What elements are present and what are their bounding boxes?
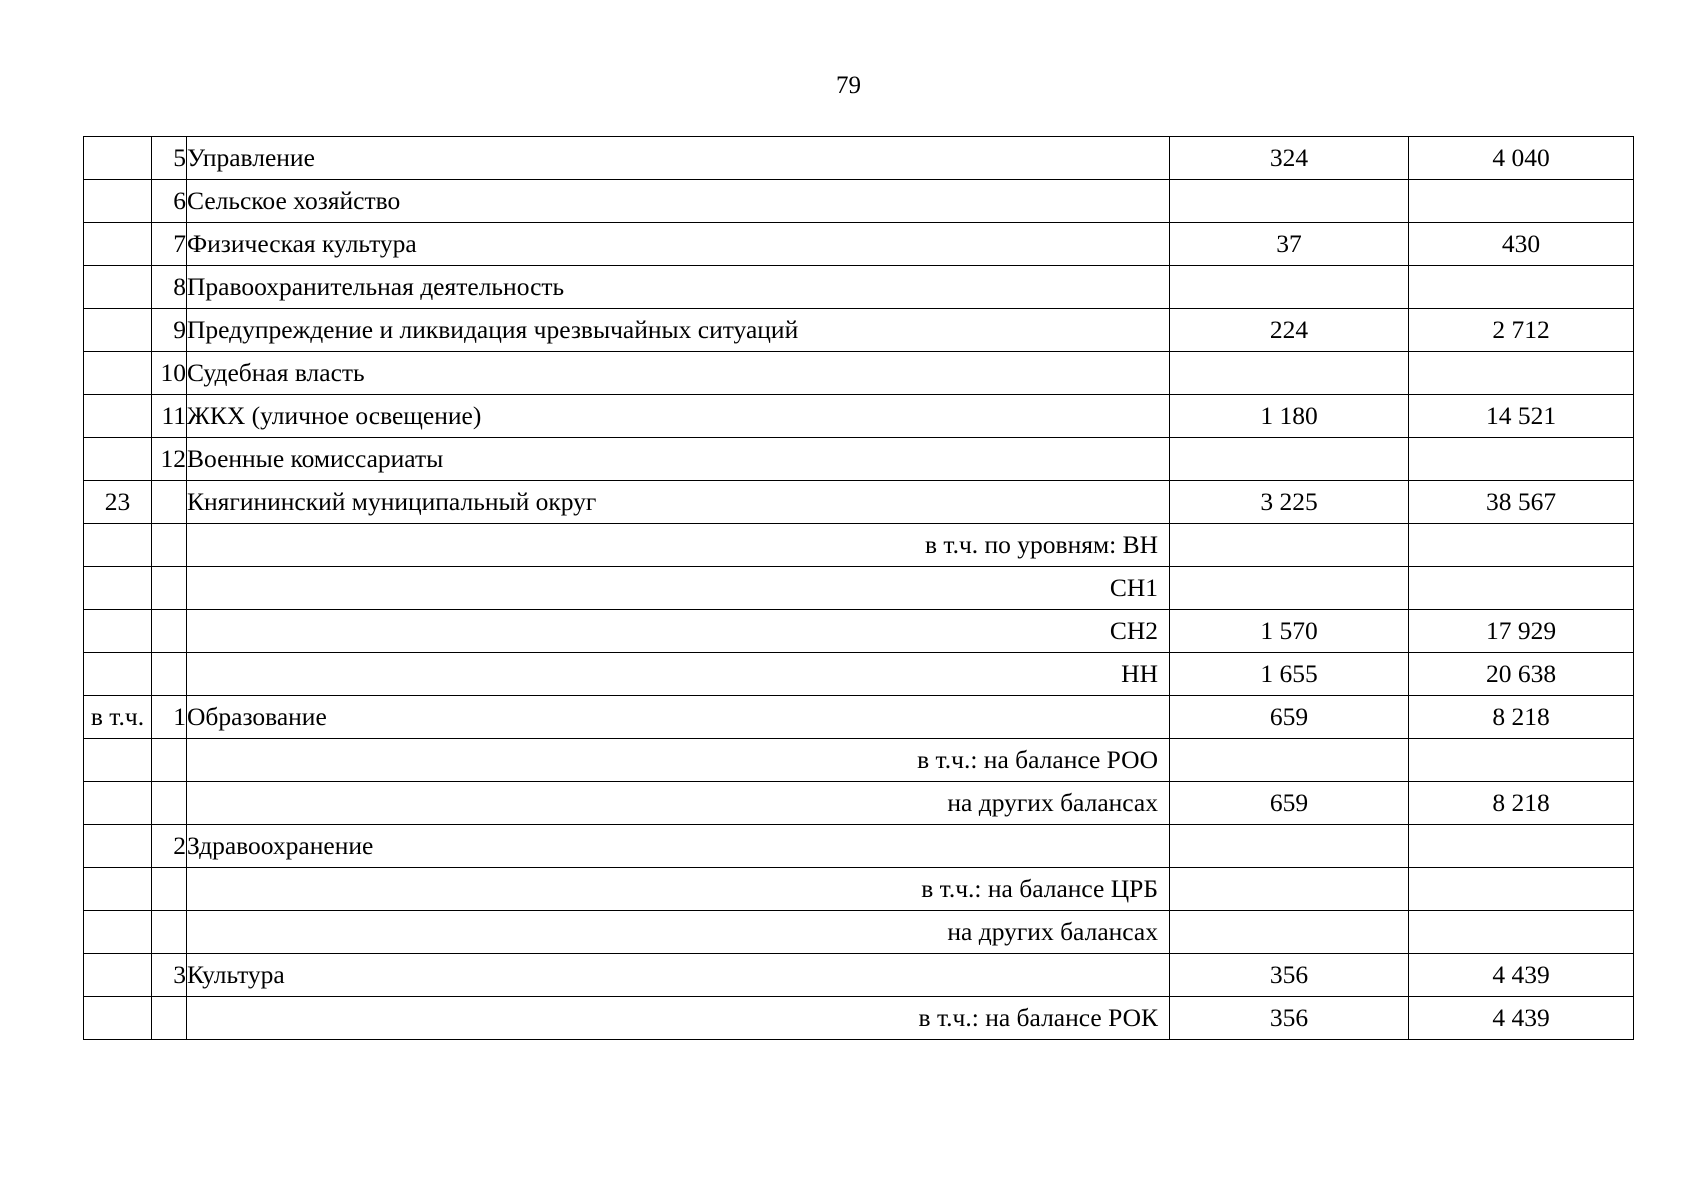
value-cell-2 bbox=[1409, 438, 1634, 481]
name-cell: в т.ч. по уровням: ВН bbox=[187, 524, 1170, 567]
group-cell bbox=[84, 266, 152, 309]
group-cell bbox=[84, 137, 152, 180]
value-cell-1: 3 225 bbox=[1170, 481, 1409, 524]
value-cell-1 bbox=[1170, 266, 1409, 309]
table-row bbox=[84, 954, 1634, 997]
index-cell: 5 bbox=[152, 137, 187, 180]
index-cell bbox=[152, 481, 187, 524]
name-cell: Правоохранительная деятельность bbox=[187, 266, 1170, 309]
name-cell: в т.ч.: на балансе ЦРБ bbox=[187, 868, 1170, 911]
table-row bbox=[84, 696, 1634, 739]
table-row bbox=[84, 352, 1634, 395]
value-cell-2: 20 638 bbox=[1409, 653, 1634, 696]
value-cell-1: 659 bbox=[1170, 782, 1409, 825]
value-cell-1 bbox=[1170, 911, 1409, 954]
name-cell: Княгининский муниципальный округ bbox=[187, 481, 1170, 524]
value-cell-1 bbox=[1170, 524, 1409, 567]
group-cell bbox=[84, 868, 152, 911]
value-cell-2: 4 439 bbox=[1409, 997, 1634, 1040]
index-cell bbox=[152, 524, 187, 567]
group-cell bbox=[84, 352, 152, 395]
value-cell-2: 14 521 bbox=[1409, 395, 1634, 438]
value-cell-1: 356 bbox=[1170, 954, 1409, 997]
group-cell bbox=[84, 223, 152, 266]
index-cell: 7 bbox=[152, 223, 187, 266]
group-cell bbox=[84, 610, 152, 653]
group-cell bbox=[84, 567, 152, 610]
table-row bbox=[84, 395, 1634, 438]
group-cell bbox=[84, 782, 152, 825]
value-cell-1: 37 bbox=[1170, 223, 1409, 266]
table-row bbox=[84, 610, 1634, 653]
value-cell-2 bbox=[1409, 524, 1634, 567]
table-row bbox=[84, 825, 1634, 868]
group-cell bbox=[84, 180, 152, 223]
group-cell bbox=[84, 395, 152, 438]
name-cell: Сельское хозяйство bbox=[187, 180, 1170, 223]
value-cell-2: 430 bbox=[1409, 223, 1634, 266]
group-cell bbox=[84, 438, 152, 481]
name-cell: Физическая культура bbox=[187, 223, 1170, 266]
value-cell-2: 8 218 bbox=[1409, 782, 1634, 825]
index-cell: 10 bbox=[152, 352, 187, 395]
table-body bbox=[84, 137, 1634, 1040]
index-cell: 6 bbox=[152, 180, 187, 223]
name-cell: Здравоохранение bbox=[187, 825, 1170, 868]
index-cell bbox=[152, 739, 187, 782]
value-cell-1 bbox=[1170, 352, 1409, 395]
group-cell bbox=[84, 309, 152, 352]
name-cell: Управление bbox=[187, 137, 1170, 180]
index-cell: 2 bbox=[152, 825, 187, 868]
index-cell: 11 bbox=[152, 395, 187, 438]
value-cell-2: 38 567 bbox=[1409, 481, 1634, 524]
index-cell bbox=[152, 653, 187, 696]
table-row bbox=[84, 911, 1634, 954]
page-number: 79 bbox=[836, 72, 861, 99]
index-cell bbox=[152, 911, 187, 954]
value-cell-2: 4 040 bbox=[1409, 137, 1634, 180]
name-cell: Военные комиссариаты bbox=[187, 438, 1170, 481]
value-cell-2 bbox=[1409, 352, 1634, 395]
name-cell: СН1 bbox=[187, 567, 1170, 610]
value-cell-2: 2 712 bbox=[1409, 309, 1634, 352]
value-cell-2: 4 439 bbox=[1409, 954, 1634, 997]
value-cell-1: 1 180 bbox=[1170, 395, 1409, 438]
table-row bbox=[84, 438, 1634, 481]
table-row bbox=[84, 180, 1634, 223]
value-cell-1: 356 bbox=[1170, 997, 1409, 1040]
value-cell-1 bbox=[1170, 567, 1409, 610]
value-cell-1: 659 bbox=[1170, 696, 1409, 739]
table-row bbox=[84, 567, 1634, 610]
group-cell: в т.ч. bbox=[84, 696, 152, 739]
value-cell-1 bbox=[1170, 739, 1409, 782]
name-cell: НН bbox=[187, 653, 1170, 696]
table-row bbox=[84, 223, 1634, 266]
table-row bbox=[84, 739, 1634, 782]
group-cell bbox=[84, 997, 152, 1040]
name-cell: СН2 bbox=[187, 610, 1170, 653]
index-cell: 9 bbox=[152, 309, 187, 352]
index-cell bbox=[152, 868, 187, 911]
table-row bbox=[84, 309, 1634, 352]
value-cell-1: 224 bbox=[1170, 309, 1409, 352]
value-cell-2 bbox=[1409, 567, 1634, 610]
value-cell-1 bbox=[1170, 438, 1409, 481]
name-cell: Судебная власть bbox=[187, 352, 1170, 395]
value-cell-1 bbox=[1170, 180, 1409, 223]
group-cell bbox=[84, 825, 152, 868]
group-cell bbox=[84, 954, 152, 997]
name-cell: ЖКХ (уличное освещение) bbox=[187, 395, 1170, 438]
table-row bbox=[84, 997, 1634, 1040]
name-cell: Предупреждение и ликвидация чрезвычайных ситуаций bbox=[187, 309, 1170, 352]
name-cell: Образование bbox=[187, 696, 1170, 739]
name-cell: в т.ч.: на балансе РОО bbox=[187, 739, 1170, 782]
group-cell bbox=[84, 524, 152, 567]
table-row bbox=[84, 782, 1634, 825]
index-cell bbox=[152, 997, 187, 1040]
table-row bbox=[84, 868, 1634, 911]
index-cell: 12 bbox=[152, 438, 187, 481]
index-cell bbox=[152, 782, 187, 825]
table-row bbox=[84, 524, 1634, 567]
value-cell-1 bbox=[1170, 868, 1409, 911]
value-cell-2: 17 929 bbox=[1409, 610, 1634, 653]
index-cell bbox=[152, 610, 187, 653]
index-cell bbox=[152, 567, 187, 610]
name-cell: в т.ч.: на балансе РОК bbox=[187, 997, 1170, 1040]
index-cell: 3 bbox=[152, 954, 187, 997]
group-cell bbox=[84, 739, 152, 782]
value-cell-1: 1 570 bbox=[1170, 610, 1409, 653]
value-cell-2 bbox=[1409, 180, 1634, 223]
value-cell-2 bbox=[1409, 825, 1634, 868]
table-row bbox=[84, 137, 1634, 180]
group-cell bbox=[84, 911, 152, 954]
value-cell-2 bbox=[1409, 266, 1634, 309]
value-cell-1: 1 655 bbox=[1170, 653, 1409, 696]
table-row bbox=[84, 653, 1634, 696]
value-cell-2: 8 218 bbox=[1409, 696, 1634, 739]
group-cell: 23 bbox=[84, 481, 152, 524]
data-table bbox=[83, 136, 1634, 1040]
value-cell-2 bbox=[1409, 739, 1634, 782]
index-cell: 8 bbox=[152, 266, 187, 309]
value-cell-1: 324 bbox=[1170, 137, 1409, 180]
value-cell-1 bbox=[1170, 825, 1409, 868]
name-cell: на других балансах bbox=[187, 911, 1170, 954]
index-cell: 1 bbox=[152, 696, 187, 739]
name-cell: Культура bbox=[187, 954, 1170, 997]
table-row bbox=[84, 481, 1634, 524]
name-cell: на других балансах bbox=[187, 782, 1170, 825]
value-cell-2 bbox=[1409, 868, 1634, 911]
value-cell-2 bbox=[1409, 911, 1634, 954]
group-cell bbox=[84, 653, 152, 696]
table-row bbox=[84, 266, 1634, 309]
